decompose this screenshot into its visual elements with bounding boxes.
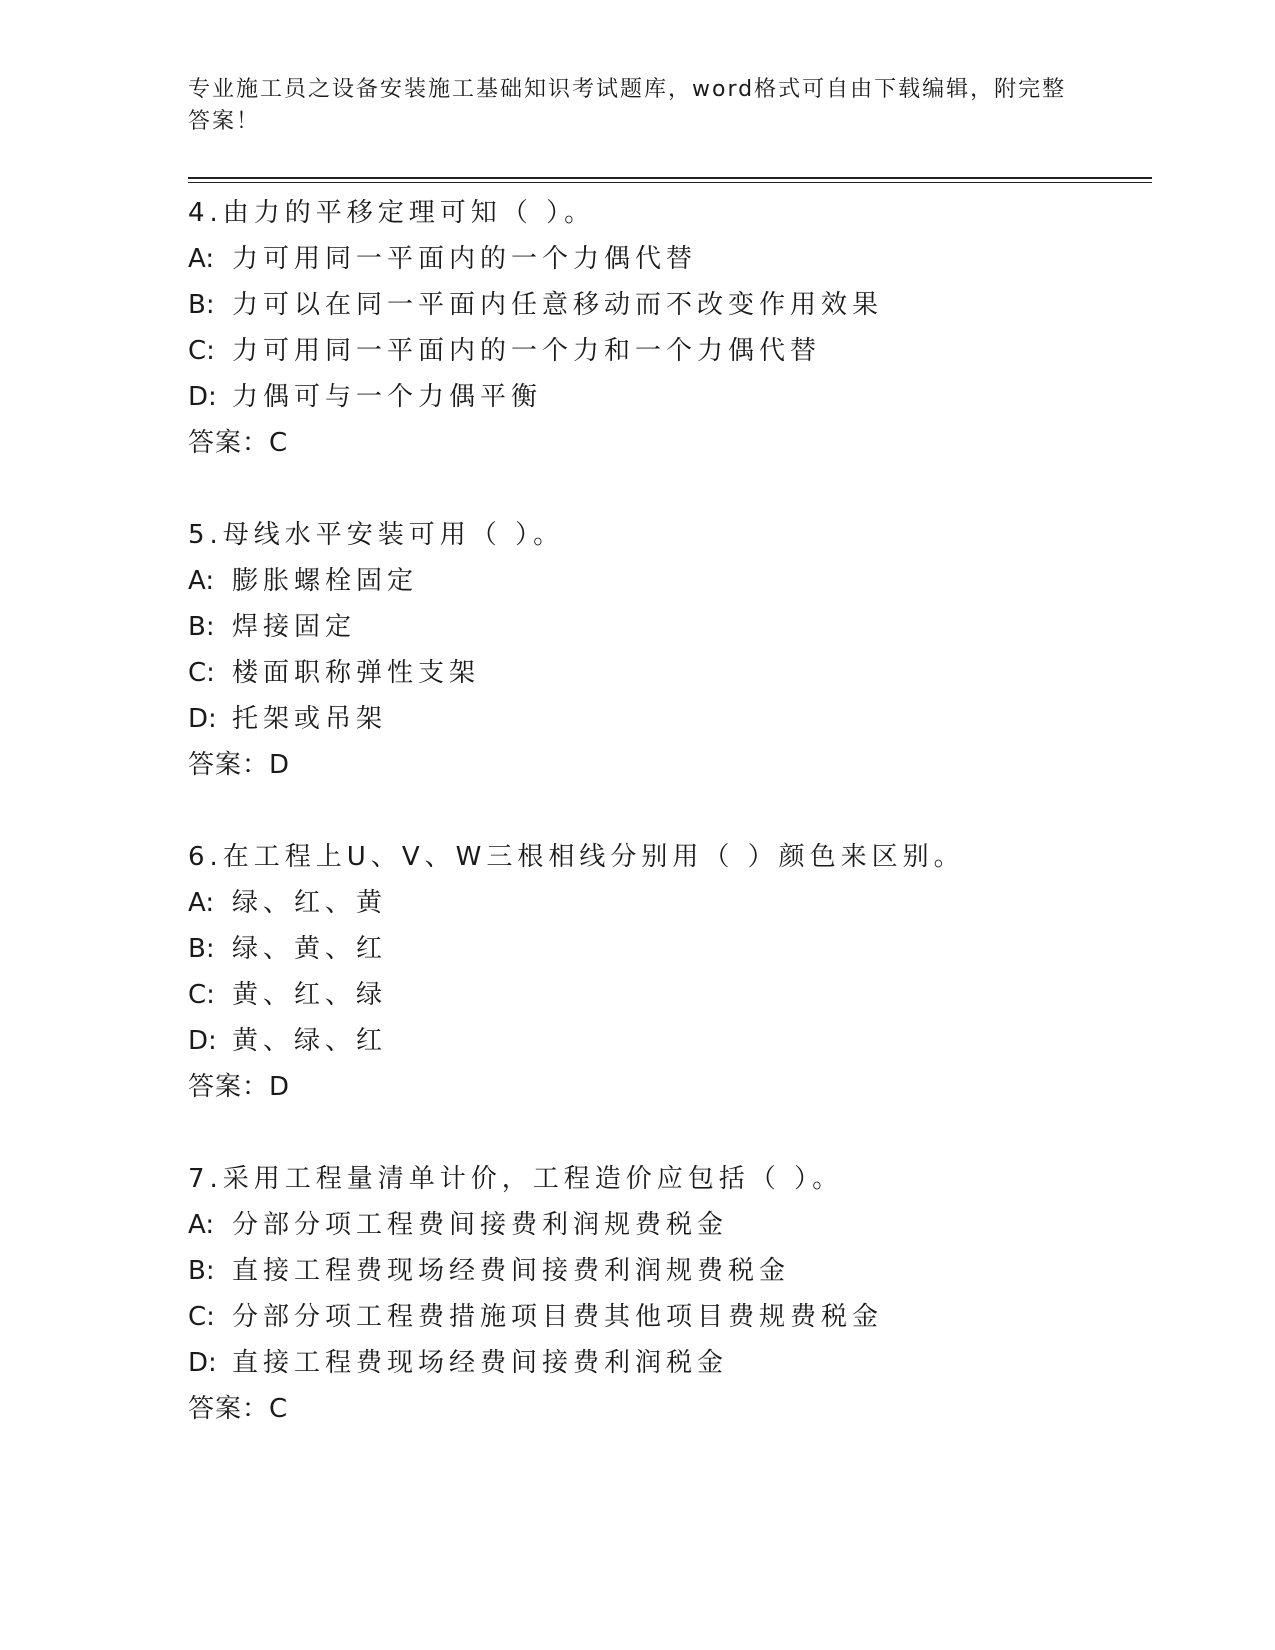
answer-line: 答案：C [188, 428, 289, 458]
question-list [188, 190, 1152, 1478]
option-text: 分部分项工程费间接费利润规费税金 [232, 1210, 729, 1240]
question-stem: 7.采用工程量清单计价，工程造价应包括（ ）。 [188, 1164, 844, 1194]
option-text: 绿、黄、红 [232, 934, 388, 964]
option-text: 分部分项工程费措施项目费其他项目费规费税金 [232, 1302, 884, 1332]
question-stem: 4.由力的平移定理可知（ ）。 [188, 198, 596, 228]
option-letter: C: [188, 336, 215, 366]
option-letter: B: [188, 290, 215, 320]
option-letter: B: [188, 1256, 215, 1286]
question-7 [188, 1156, 1152, 1432]
option-d [188, 696, 1152, 742]
option-b [188, 926, 1152, 972]
option-a [188, 1202, 1152, 1248]
question-stem: 6.在工程上U、V、W三根相线分别用（ ）颜色来区别。 [188, 842, 965, 872]
option-text: 力偶可与一个力偶平衡 [232, 382, 543, 412]
option-d [188, 1340, 1152, 1386]
option-letter: C: [188, 658, 215, 688]
option-text: 绿、红、黄 [232, 888, 388, 918]
option-letter: C: [188, 1302, 215, 1332]
option-letter: D: [188, 1348, 217, 1378]
option-text: 膨胀螺栓固定 [232, 566, 419, 596]
option-c [188, 650, 1152, 696]
option-c [188, 1294, 1152, 1340]
answer-line: 答案：C [188, 1394, 289, 1424]
header-divider-thin [188, 182, 1152, 183]
option-text: 力可以在同一平面内任意移动而不改变作用效果 [232, 290, 884, 320]
option-text: 托架或吊架 [232, 704, 388, 734]
option-a [188, 558, 1152, 604]
option-text: 直接工程费现场经费间接费利润规费税金 [232, 1256, 791, 1286]
question-stem: 5.母线水平安装可用（ ）。 [188, 520, 565, 550]
option-b [188, 1248, 1152, 1294]
option-letter: A: [188, 888, 215, 918]
option-c [188, 972, 1152, 1018]
option-d [188, 1018, 1152, 1064]
option-text: 力可用同一平面内的一个力偶代替 [232, 244, 698, 274]
header-divider-thick [188, 177, 1152, 179]
option-text: 力可用同一平面内的一个力和一个力偶代替 [232, 336, 822, 366]
option-text: 直接工程费现场经费间接费利润税金 [232, 1348, 729, 1378]
option-a [188, 880, 1152, 926]
option-letter: A: [188, 244, 215, 274]
option-d [188, 374, 1152, 420]
option-letter: B: [188, 934, 215, 964]
option-b [188, 604, 1152, 650]
option-c [188, 328, 1152, 374]
option-letter: D: [188, 704, 217, 734]
option-letter: D: [188, 1026, 217, 1056]
option-b [188, 282, 1152, 328]
question-5 [188, 512, 1152, 788]
option-letter: D: [188, 382, 217, 412]
option-text: 黄、红、绿 [232, 980, 388, 1010]
option-letter: A: [188, 566, 215, 596]
document-header: 专业施工员之设备安装施工基础知识考试题库，word格式可自由下载编辑，附完整答案！ [188, 77, 1067, 134]
option-a [188, 236, 1152, 282]
option-text: 楼面职称弹性支架 [232, 658, 481, 688]
answer-line: 答案：D [188, 750, 291, 780]
answer-line: 答案：D [188, 1072, 291, 1102]
option-letter: C: [188, 980, 215, 1010]
option-text: 黄、绿、红 [232, 1026, 388, 1056]
option-text: 焊接固定 [232, 612, 357, 642]
option-letter: B: [188, 612, 215, 642]
question-6 [188, 834, 1152, 1110]
question-4 [188, 190, 1152, 466]
option-letter: A: [188, 1210, 215, 1240]
